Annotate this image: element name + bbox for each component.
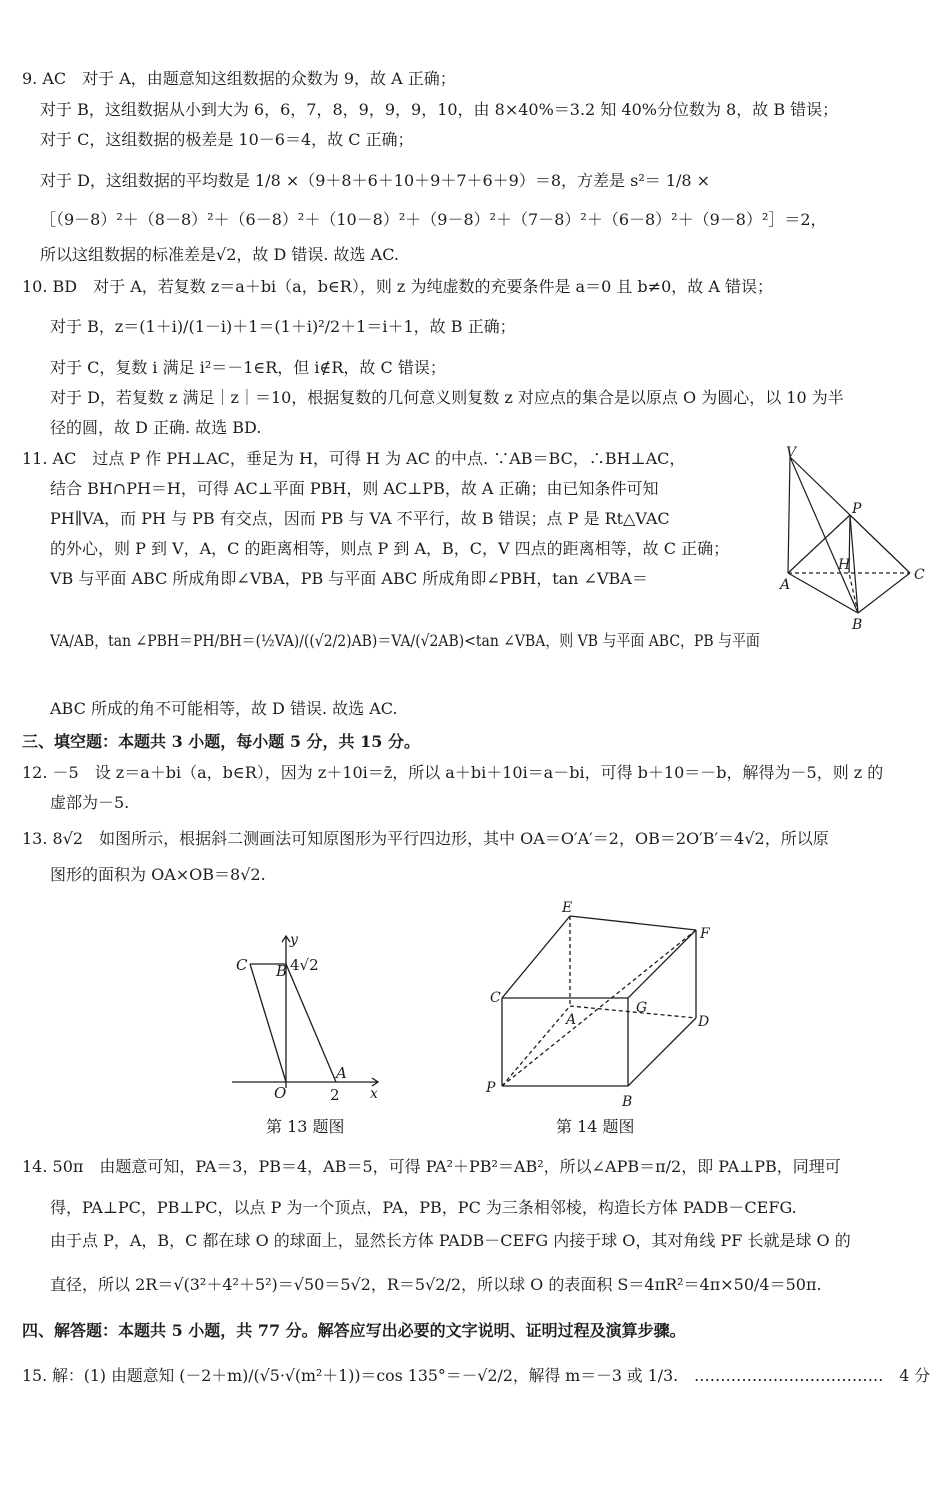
q14-line-4: 直径，所以 2R＝√(3²＋4²＋5²)＝√50＝5√2，R＝5√2/2，所以球 O 的表面积 S＝4πR²＝4π×50/4＝50π. <box>50 1275 822 1294</box>
fig13-caption: 第 13 题图 <box>266 1117 345 1136</box>
q9-line-5: ［（9－8）²＋（8－8）²＋（6－8）²＋（10－8）²＋（9－8）²＋（7－8）²＋（6－8）²＋（9－8）²］＝2， <box>40 210 827 229</box>
section4-heading: 四、解答题：本题共 5 小题，共 77 分。解答应写出必要的文字说明、证明过程及演算步骤。 <box>22 1321 686 1340</box>
label-2: 2 <box>330 1086 340 1104</box>
q13-line-2: 图形的面积为 OA×OB＝8√2. <box>50 865 266 884</box>
edge-AD <box>570 1006 696 1018</box>
q13-line-1: 13. 8√2 如图所示，根据斜二测画法可知原图形为平行四边形，其中 OA＝O′A′＝2，OB＝2O′B′＝4√2，所以原 <box>22 829 829 848</box>
edge-VB <box>790 457 858 613</box>
edge-BD <box>628 1018 696 1086</box>
fig14-diagram <box>486 896 726 1116</box>
q10-line-5: 径的圆，故 D 正确. 故选 BD. <box>50 418 262 437</box>
label-P: P <box>852 501 862 517</box>
q9-line-6: 所以这组数据的标准差是√2，故 D 错误. 故选 AC. <box>40 245 399 264</box>
q9-line-3: 对于 C，这组数据的极差是 10－6＝4，故 C 正确； <box>40 130 414 149</box>
q11-line-4: 的外心，则 P 到 V，A，C 的距离相等，则点 P 到 A，B，C，V 四点的距离相等，故 C 正确； <box>50 539 730 558</box>
edge-AB <box>788 573 858 613</box>
q10-line-4: 对于 D，若复数 z 满足｜z｜＝10，根据复数的几何意义则复数 z 对应点的集合是以原点 O 为圆心，以 10 为半 <box>50 388 844 407</box>
label-C: C <box>236 956 248 974</box>
label-F: F <box>700 926 710 942</box>
label-D: D <box>698 1014 710 1030</box>
q11-line-1: 11. AC 过点 P 作 PH⊥AC，垂足为 H，可得 H 为 AC 的中点. ∵AB＝BC，∴BH⊥AC， <box>22 449 686 468</box>
q10-line-2: 对于 B，z＝(1＋i)/(1－i)＋1＝(1＋i)²/2＋1＝i＋1，故 B 正确； <box>50 317 516 336</box>
edge-PC <box>850 515 910 573</box>
axis-label-x: x <box>370 1086 378 1102</box>
section3-heading: 三、填空题：本题共 3 小题，每小题 5 分，共 15 分。 <box>22 732 420 751</box>
edge-GF <box>628 930 696 998</box>
q10-line-1: 10. BD 对于 A，若复数 z＝a＋bi（a，b∈R），则 z 为纯虚数的充要条件是 a＝0 且 b≠0，故 A 错误； <box>22 277 773 296</box>
label-A: A <box>566 1012 577 1028</box>
label-C: C <box>914 567 925 583</box>
q15-line-1: 15. 解：(1) 由题意知 (－2＋m)/(√5·√(m²＋1))＝cos 135°＝－√2/2，解得 m＝－3 或 1/3. ……………………………… 4 分 <box>22 1366 931 1385</box>
q12-line-2: 虚部为－5. <box>50 793 130 812</box>
fig14-caption: 第 14 题图 <box>556 1117 635 1136</box>
label-4root2: 4√2 <box>290 956 319 974</box>
edge-PA <box>502 1006 570 1086</box>
q14-line-3: 由于点 P，A，B，C 都在球 O 的球面上，显然长方体 PADB－CEFG 内接于球 O，其对角线 PF 长就是球 O 的 <box>50 1231 851 1250</box>
label-O: O <box>274 1084 287 1102</box>
fig13-diagram <box>228 930 388 1104</box>
q14-line-2: 得，PA⊥PC，PB⊥PC，以点 P 为一个顶点，PA，PB，PC 为三条相邻棱，构造长方体 PADB－CEFG. <box>50 1198 797 1217</box>
q12-line-1: 12. －5 设 z＝a＋bi（a，b∈R），因为 z＋10i＝z̄，所以 a＋bi＋10i＝a－bi，可得 b＋10＝－b，解得为－5，则 z 的 <box>22 763 884 782</box>
label-P: P <box>486 1080 496 1096</box>
q9-line-1: 9. AC 对于 A，由题意知这组数据的众数为 9，故 A 正确； <box>22 69 456 88</box>
q11-figure <box>778 445 938 635</box>
label-B: B <box>276 962 288 980</box>
edge-CO <box>250 964 286 1082</box>
q11-line-7: ABC 所成的角不可能相等，故 D 错误. 故选 AC. <box>50 699 398 718</box>
edge-VA <box>788 457 790 573</box>
edge-BC <box>858 573 910 613</box>
edge-EF <box>570 916 696 930</box>
q11-line-5: VB 与平面 ABC 所成角即∠VBA，PB 与平面 ABC 所成角即∠PBH，tan ∠VBA＝ <box>50 569 648 588</box>
edge-CE <box>502 916 570 998</box>
label-B: B <box>622 1094 633 1110</box>
edge-BA <box>286 964 336 1082</box>
q14-line-1: 14. 50π 由题意可知，PA＝3，PB＝4，AB＝5，可得 PA²＋PB²＝AB²，所以∠APB＝π/2，即 PA⊥PB，同理可 <box>22 1157 841 1176</box>
q11-line-2: 结合 BH∩PH＝H，可得 AC⊥平面 PBH，则 AC⊥PB，故 A 正确；由已知条件可知 <box>50 479 659 498</box>
q9-line-4: 对于 D，这组数据的平均数是 1/8 ×（9＋8＋6＋10＋9＋7＋6＋9）＝8，方差是 s²＝ 1/8 × <box>40 171 711 190</box>
label-V: V <box>786 445 797 461</box>
q10-line-3: 对于 C，复数 i 满足 i²＝－1∈R，但 i∉R，故 C 错误； <box>50 358 446 377</box>
label-A: A <box>780 577 791 593</box>
label-H: H <box>838 557 851 573</box>
q11-line-3: PH∥VA，而 PH 与 PB 有交点，因而 PB 与 VA 不平行，故 B 错误；点 P 是 Rt△VAC <box>50 509 670 528</box>
label-B: B <box>852 617 863 633</box>
label-A: A <box>336 1064 347 1082</box>
diagonal-PF <box>502 930 696 1086</box>
q9-line-2: 对于 B，这组数据从小到大为 6，6，7，8，9，9，9，10，由 8×40%＝3.2 知 40%分位数为 8，故 B 错误； <box>40 100 839 119</box>
label-E: E <box>562 900 573 916</box>
label-G: G <box>636 1000 648 1016</box>
q11-line-6: VA/AB，tan ∠PBH＝PH/BH＝(½VA)/((√2/2)AB)＝VA/(√2AB)<tan ∠VBA，则 VB 与平面 ABC，PB 与平面 <box>50 631 760 650</box>
label-C: C <box>490 990 501 1006</box>
axis-label-y: y <box>290 932 298 948</box>
